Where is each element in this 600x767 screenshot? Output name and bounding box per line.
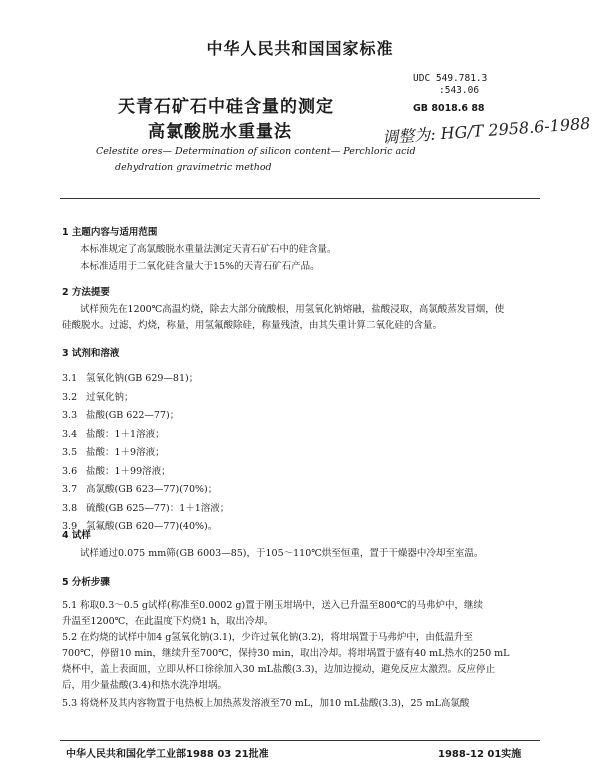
reagent-item	[62, 500, 229, 519]
implementation-date: 1988-12 01实施	[438, 749, 522, 760]
section-5-heading: 5 分析步骤	[62, 577, 110, 588]
reagent-text: 高氯酸(GB 623—77)(70%)；	[86, 484, 218, 495]
step-5-2-line-4: 后，用少量盐酸(3.4)和热水洗净坩埚。	[62, 680, 228, 691]
reagent-number: 3.9	[62, 521, 78, 532]
reagent-number: 3.4	[62, 428, 78, 440]
reagent-item	[62, 463, 229, 482]
title-english-line-2: dehydration gravimetric method	[115, 162, 272, 173]
udc-line-1: UDC 549.781.3	[413, 73, 488, 84]
step-5-1-line-1: 5.1 称取0.3～0.5 g试样(称准至0.0002 g)置于刚玉坩埚中，送入已升温至800℃的马弗炉中，继续	[62, 600, 483, 611]
title-english-line-1: Celestite ores— Determination of silicon content— Perchloric acid	[96, 146, 416, 157]
reagent-item	[62, 481, 229, 500]
section-1-para-2: 本标准适用于二氧化硅含量大于15%的天青石矿石产品。	[80, 261, 320, 272]
section-4-para-1: 试样通过0.075 mm筛(GB 6003—85)，于105～110℃烘至恒重，置于干燥器中冷却至室温。	[80, 548, 484, 559]
reagent-number: 3.2	[62, 391, 78, 403]
section-4-heading: 4 试样	[62, 530, 91, 541]
step-5-2-line-3: 烧杯中，盖上表面皿，立即从杯口徐徐加入30 mL盐酸(3.3)，边加边搅动，避免反应太激烈。反应停止	[62, 664, 495, 675]
footer-divider	[60, 740, 540, 741]
reagent-list	[62, 370, 229, 537]
reagent-number: 3.1	[62, 373, 78, 384]
reagent-text: 硫酸(GB 625—77)：1＋1溶液；	[86, 502, 230, 514]
section-3-heading: 3 试剂和溶液	[62, 348, 120, 359]
title-chinese-line-1: 天青石矿石中硅含量的测定	[118, 97, 334, 117]
step-5-2-line-1: 5.2 在灼烧的试样中加4 g氢氧化钠(3.1)，少许过氧化钠(3.2)，将坩埚置于马弗炉中，由低温升至	[62, 632, 473, 643]
reagent-item	[62, 370, 229, 389]
step-5-3-line-1: 5.3 将烧杯及其内容物置于电热板上加热蒸发溶液至70 mL，加10 mL盐酸(3.3)，25 mL高氯酸	[62, 698, 470, 709]
udc-line-2: :543.06	[439, 85, 480, 96]
standard-org-title: 中华人民共和国国家标准	[206, 39, 394, 58]
reagent-text: 盐酸：1＋9溶液；	[86, 447, 165, 458]
reagent-text: 氢氟酸(GB 620—77)(40%)。	[86, 521, 218, 532]
reagent-number: 3.6	[62, 465, 78, 477]
section-1-para-1: 本标准规定了高氯酸脱水重量法测定天青石矿石中的硅含量。	[80, 244, 337, 255]
reagent-item	[62, 389, 229, 408]
header-divider	[60, 198, 540, 199]
step-5-2-line-2: 700℃，停留10 min，继续升至700℃，保持30 min，取出冷却。将坩埚置于盛有40 mL热水的250 mL	[62, 648, 510, 659]
title-chinese-line-2: 高氯酸脱水重量法	[148, 122, 292, 142]
reagent-text: 盐酸(GB 622—77)；	[86, 410, 180, 421]
udc-code	[413, 73, 487, 97]
reagent-item	[62, 426, 229, 445]
reagent-text: 盐酸：1＋99溶液；	[86, 465, 171, 477]
reagent-text: 盐酸：1＋1溶液；	[86, 428, 165, 440]
section-2-para-1: 试样预先在1200℃高温灼烧，除去大部分硫酸根，用氢氧化钠熔融，盐酸浸取，高氯酸蒸发冒烟，使	[80, 304, 505, 315]
reagent-number: 3.3	[62, 410, 78, 421]
handwritten-note: 调整为: HG/T 2958.6-1988	[381, 113, 591, 148]
reagent-number: 3.5	[62, 447, 78, 458]
step-5-1-line-2: 升温至1200℃，在此温度下灼烧1 h，取出冷却。	[62, 616, 274, 627]
reagent-number: 3.8	[62, 502, 78, 514]
reagent-text: 氢氧化钠(GB 629—81)；	[86, 373, 199, 384]
approval-info: 中华人民共和国化学工业部1988 03 21批准	[66, 749, 269, 760]
gb-number: GB 8018.6 88	[413, 103, 485, 114]
section-2-para-2: 硅酸脱水。过滤，灼烧，称量，用氢氟酸除硅，称量残渣，由其失重计算二氧化硅的含量。	[62, 320, 443, 331]
reagent-item	[62, 444, 229, 463]
reagent-text: 过氧化钠；	[86, 391, 134, 403]
section-2-heading: 2 方法提要	[62, 287, 110, 298]
reagent-item	[62, 407, 229, 426]
section-1-heading: 1 主题内容与适用范围	[62, 227, 158, 238]
reagent-number: 3.7	[62, 484, 78, 495]
